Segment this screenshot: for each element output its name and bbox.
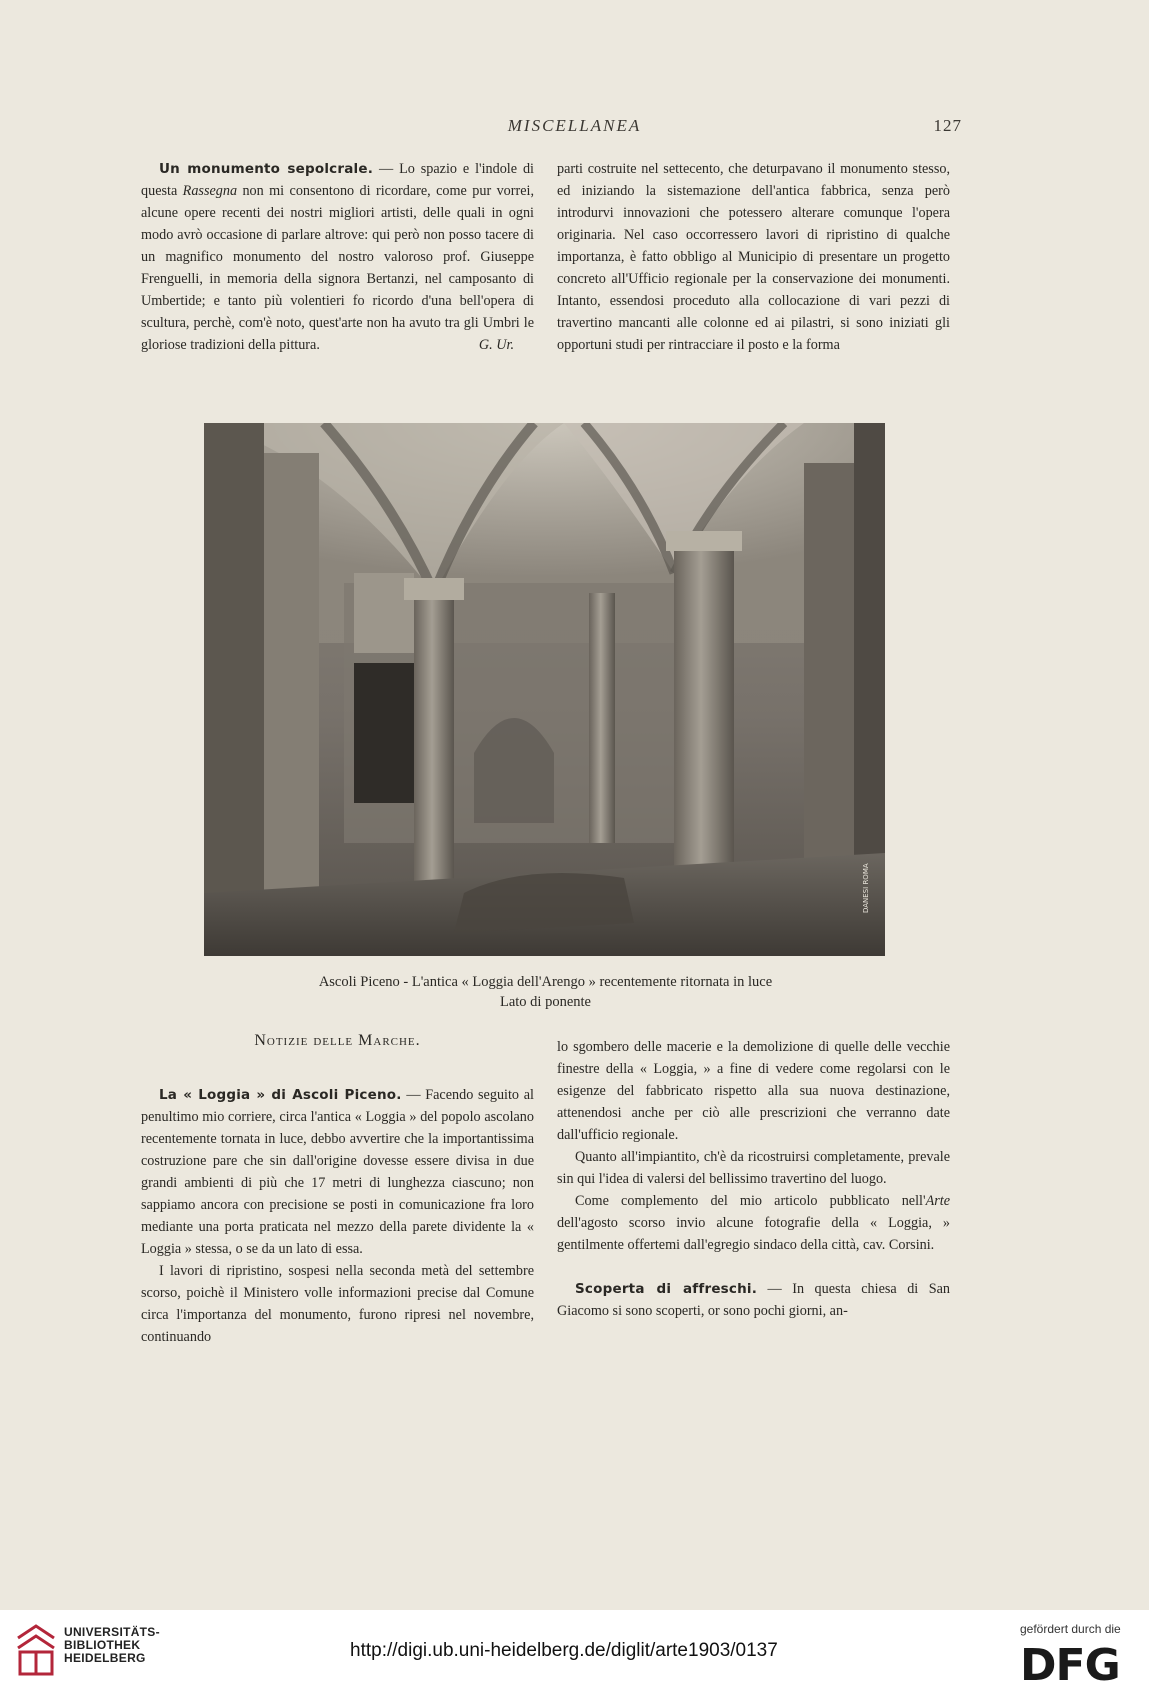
loggia-photo-image xyxy=(204,423,885,956)
dfg-logo-icon xyxy=(1020,1640,1136,1686)
article-paragraph xyxy=(557,1190,950,1256)
article-paragraph xyxy=(141,1084,534,1260)
caption-line: Ascoli Piceno - L'antica « Loggia dell'Arengo » recentemente ritornata in luce xyxy=(318,974,773,990)
loggia-photograph xyxy=(204,423,885,956)
figure-caption xyxy=(141,972,950,1012)
article-paragraph: parti costruite nel settecento, che deturpavano il monumento stesso, ed iniziando la sistemazione dell'antica fabbrica, senza però introdurvi innovazioni che potessero alterare comunque l'opera originaria. Nel caso occorressero lavori di ripristino di qualche importanza, è fatto obbligo al Municipio di presentare un progetto concreto all'Ufficio regionale per la conservazione dei monumenti. Intanto, essendosi proceduto alla collocazione di vari pezzi di travertino mancanti alle colonne ed ai pilastri, si sono iniziati gli opportuni studi per rintracciare il posto e la forma xyxy=(557,161,950,353)
page-number: 127 xyxy=(933,116,962,135)
journal-title: Arte xyxy=(925,1193,950,1209)
section-heading: Notizie delle Marche. xyxy=(254,1032,421,1049)
permalink-url[interactable]: http://digi.ub.uni-heidelberg.de/diglit/arte1903/0137 xyxy=(350,1640,778,1661)
library-name-line: BIBLIOTHEK xyxy=(64,1638,141,1652)
article-continuation xyxy=(557,158,950,356)
article-text: non mi consentono di ricordare, come pur vorrei, alcune opere recenti dei nostri migliori artisti, delle quali in ogni modo avrò occasione di parlare altrove: qui però non posso tacere di un magnifico monumento del nostro valoroso prof. Giuseppe Frenguelli, in memoria della signora Bertanzi, nel camposanto di Umbertide; e tanto più volentieri fo ricordo d'una bell'opera di scultura, perchè, com'è noto, quest'arte non ha avuto tra gli Umbri le gloriose tradizioni della pittura. xyxy=(141,183,534,353)
running-title: MISCELLANEA xyxy=(507,116,642,135)
library-logo-icon xyxy=(14,1624,58,1678)
article-paragraph: I lavori di ripristino, sospesi nella seconda metà del settembre scorso, poichè il Ministero volle informazioni precise dal Comune circa l'importanza del monumento, furono ripresi nel novembre, continuando xyxy=(141,1263,534,1345)
article-lead: Scoperta di affreschi. xyxy=(575,1281,758,1297)
article-text: — Facendo seguito al penultimo mio corriere, circa l'antica « Loggia » del popolo ascolano recentemente tornata in luce, debbo avvertire che la importantissima costruzione pare che sin dall'origine dovesse essere divisa in due grandi ambienti di più che 17 metri di lunghezza ciascuno; non sappiamo ancora con precisione se posti in comunicazione fra loro mediante una porta praticata nel mezzo della parete dividente la « Loggia » stessa, o se da un lato di essa. xyxy=(141,1087,534,1257)
article-lead: Un monumento sepolcrale. xyxy=(159,161,374,177)
library-name xyxy=(64,1626,160,1665)
article-paragraph xyxy=(141,158,534,356)
article-monumento-sepolcrale xyxy=(141,158,534,356)
article-paragraph: Quanto all'impiantito, ch'è da ricostruirsi completamente, prevale sin qui l'idea di valersi del bellissimo travertino del luogo. xyxy=(557,1149,950,1187)
article-loggia-ascoli xyxy=(141,1084,534,1348)
author-signature: G. Ur. xyxy=(478,337,514,353)
library-name-line: UNIVERSITÄTS- xyxy=(64,1625,160,1639)
article-loggia-continuation xyxy=(557,1036,950,1322)
digitization-footer xyxy=(0,1610,1149,1694)
article-text: — Lo spazio e l'indole di questa xyxy=(141,161,534,199)
article-scoperta-affreschi xyxy=(557,1278,950,1322)
article-paragraph: lo sgombero delle macerie e la demolizione di quelle delle vecchie finestre della « Loggia, » a fine di vedere come regolarsi con le esigenze del fabbricato rispetto alla sua nuova destinazione, attenendosi anche per ciò alle prescrizioni che verranno date dall'ufficio regionale. xyxy=(557,1039,950,1143)
journal-title: Rassegna xyxy=(182,183,238,199)
article-text: — In questa chiesa di San Giacomo si sono scoperti, or sono pochi giorni, an- xyxy=(557,1281,950,1319)
caption-line: Lato di ponente xyxy=(499,994,591,1010)
funded-by-label: gefördert durch die xyxy=(1020,1622,1121,1636)
article-lead: La « Loggia » di Ascoli Piceno. xyxy=(159,1087,402,1103)
photographer-mark: DANESI ROMA xyxy=(862,863,870,913)
dfg-logo-text: DFG xyxy=(1020,1640,1120,1686)
paragraph-gap xyxy=(557,1256,950,1278)
article-text: Come complemento del mio articolo pubblicato nell' xyxy=(575,1193,926,1209)
article-text: dell'agosto scorso invio alcune fotografie della « Loggia, » gentilmente offertemi dall'egregio sindaco della città, cav. Corsini. xyxy=(557,1215,950,1253)
library-name-line: HEIDELBERG xyxy=(64,1651,146,1665)
